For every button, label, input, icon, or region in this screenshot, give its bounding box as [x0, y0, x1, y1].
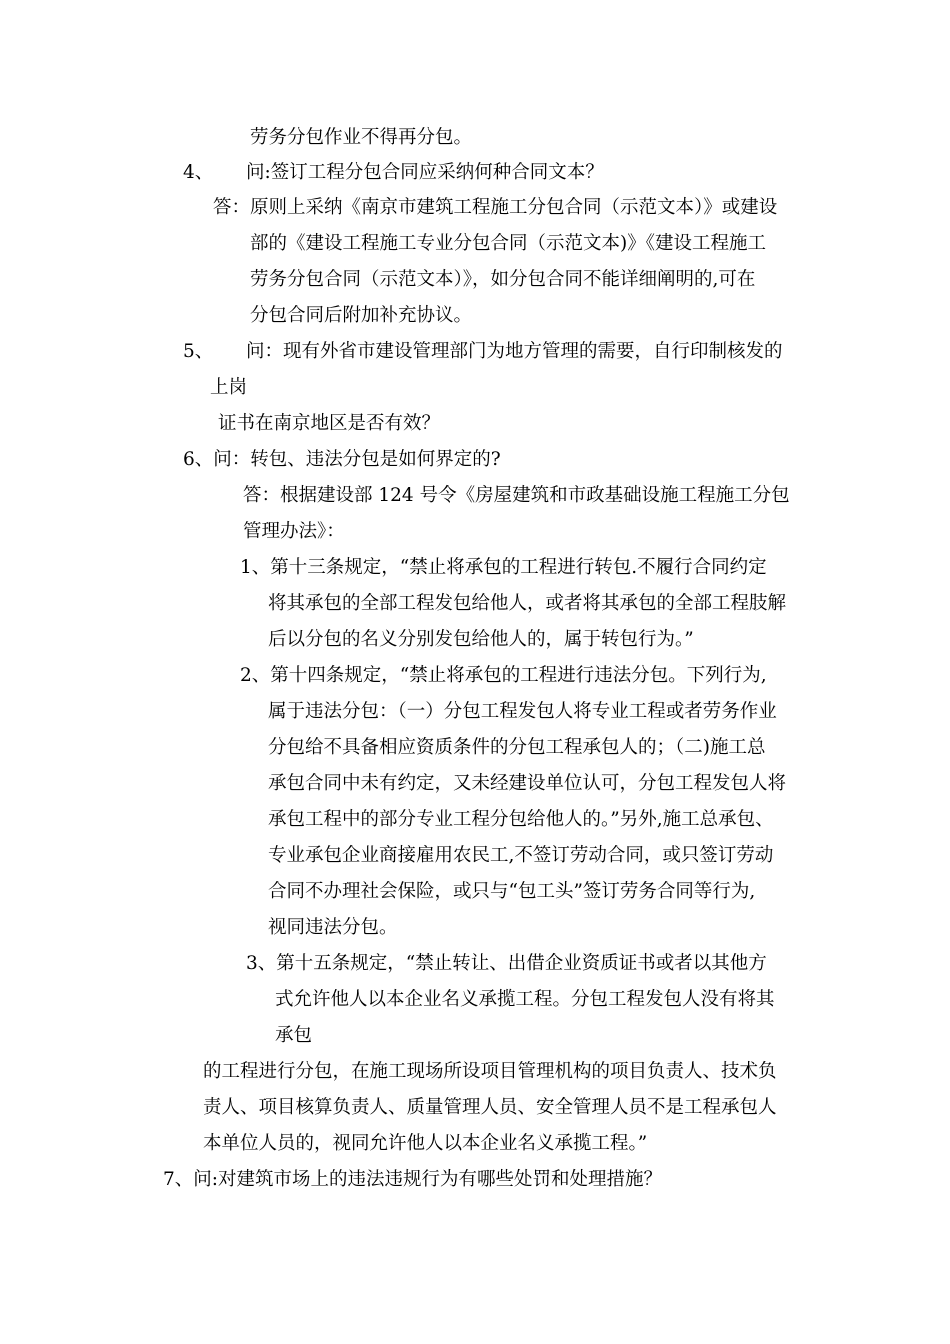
answer-text: 答：原则上采纳《南京市建筑工程施工分包合同（示范文本）》或建设 [213, 197, 778, 218]
text-line: 劳务分包合同（示范文本）》，如分包合同不能详细阐明的,可在 [250, 269, 756, 290]
question-text: 问：现有外省市建设管理部门为地方管理的需要，自行印制核发的 [246, 341, 783, 362]
clause-text: 1、第十三条规定，“禁止将承包的工程进行转包.不履行合同约定 [240, 557, 767, 578]
text-line: 分包给不具备相应资质条件的分包工程承包人的；（二)施工总 [268, 737, 766, 758]
item-number: 4、 [183, 162, 214, 183]
item-number: 5、 [183, 341, 214, 362]
text-line: 劳务分包作业不得再分包。 [250, 127, 473, 148]
text-line: 本单位人员的，视同允许他人以本企业名义承揽工程。” [203, 1133, 648, 1154]
text-line: 承包合同中未有约定，又未经建设单位认可，分包工程发包人将 [268, 773, 787, 794]
text-line: 视同违法分包。 [268, 917, 398, 938]
text-line: 承包 [275, 1025, 313, 1046]
text-line: 将其承包的全部工程发包给他人，或者将其承包的全部工程肢解 [268, 593, 787, 614]
text-line: 后以分包的名义分别发包给他人的，属于转包行为。” [268, 629, 694, 650]
text-line: 管理办法》： [243, 521, 345, 542]
text-line: 的工程进行分包，在施工现场所设项目管理机构的项目负责人、技术负 [203, 1061, 777, 1082]
question-text: 6、问：转包、违法分包是如何界定的? [183, 449, 501, 470]
question-text: 7、问:对建筑市场上的违法违规行为有哪些处罚和处理措施？ [163, 1169, 663, 1190]
answer-text: 答：根据建设部 124 号令《房屋建筑和市政基础设施工程施工分包 [243, 485, 790, 506]
clause-text: 2、第十四条规定，“禁止将承包的工程进行违法分包。下列行为, [240, 665, 767, 686]
question-text: 问:签订工程分包合同应采纳何种合同文本？ [246, 162, 604, 183]
text-line: 部的《建设工程施工专业分包合同（示范文本)》《建设工程施工 [250, 233, 766, 254]
text-line: 责人、项目核算负责人、质量管理人员、安全管理人员不是工程承包人 [203, 1097, 777, 1118]
text-line: 式允许他人以本企业名义承揽工程。分包工程发包人没有将其 [275, 989, 775, 1010]
text-line: 承包工程中的部分专业工程分包给他人的。”另外,施工总承包、 [268, 809, 774, 830]
text-line: 专业承包企业商接雇用农民工,不签订劳动合同，或只签订劳动 [268, 845, 774, 866]
text-line: 证书在南京地区是否有效？ [218, 413, 441, 434]
text-line: 属于违法分包：（一）分包工程发包人将专业工程或者劳务作业 [268, 701, 777, 722]
text-line: 合同不办理社会保险，或只与“包工头”签订劳务合同等行为, [268, 881, 756, 902]
text-line: 上岗 [210, 377, 248, 398]
clause-text: 3、第十五条规定，“禁止转让、出借企业资质证书或者以其他方 [246, 953, 767, 974]
text-line: 分包合同后附加补充协议。 [250, 305, 473, 326]
